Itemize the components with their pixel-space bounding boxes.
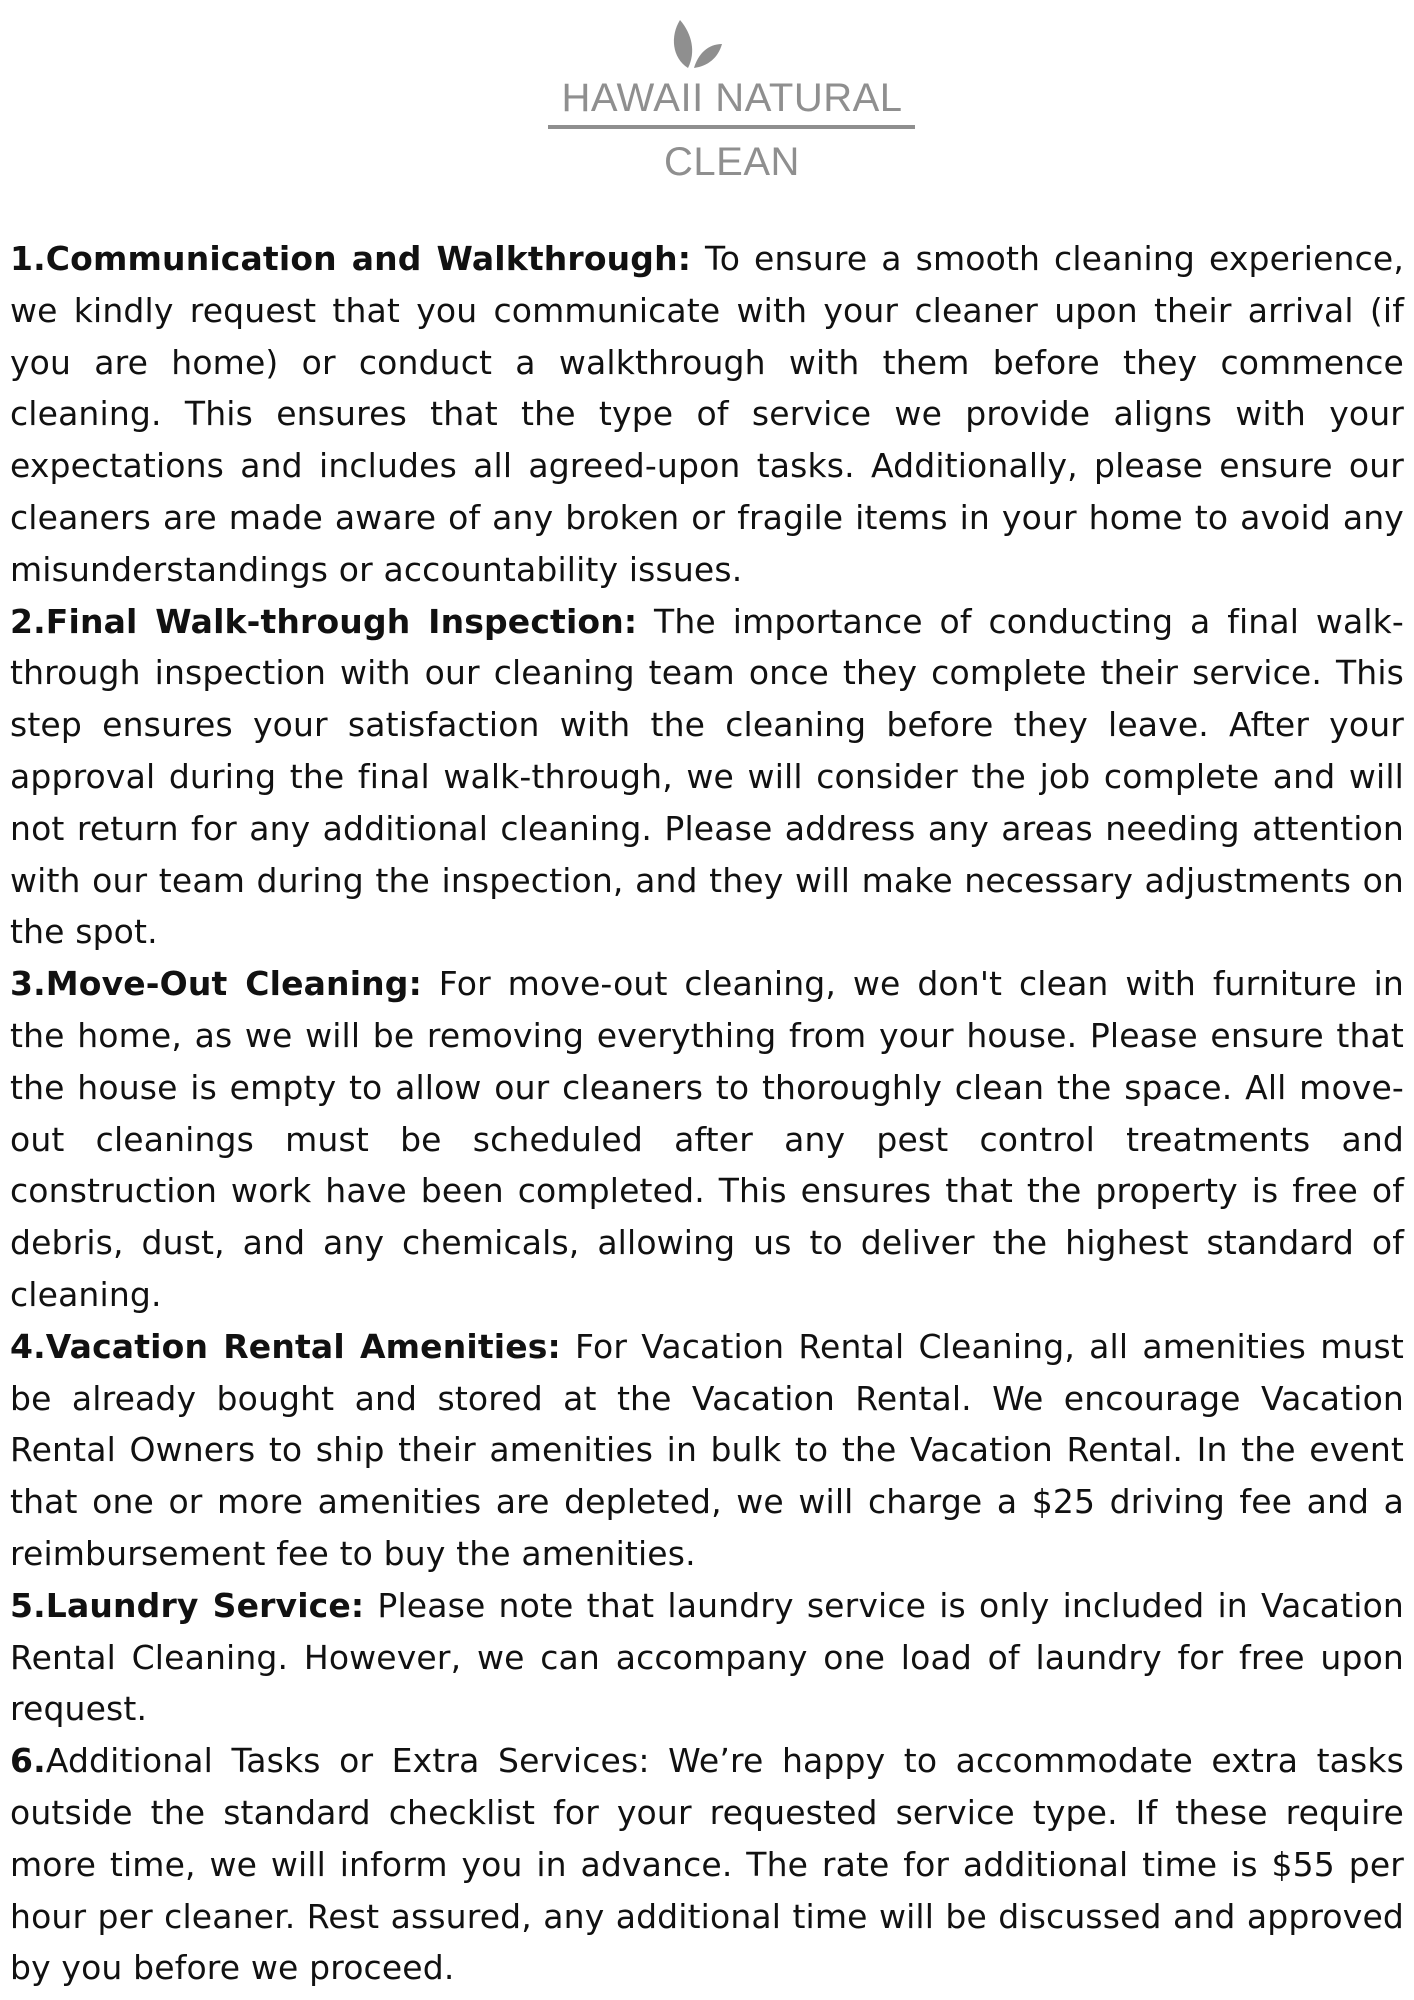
policy-item-body: For move-out cleaning, we don't clean with furniture in the home, as we will be removing everything from your house. Please ensure that the house is empty to allow our cleaners to thoroughly clean the space. All move-out cleanings must be scheduled after any pest control treatments and construction work have been completed. This ensures that the property is free of debris, dust, and any chemicals, allowing us to deliver the highest standard of cleaning. [10,964,1405,1314]
policy-item-vacation-amenities [10,1321,1404,1580]
policy-item-heading: 6. [10,1741,46,1781]
policy-item-laundry [10,1580,1404,1735]
policy-item-body: The importance of conducting a final walk-through inspection with our cleaning team once they complete their service. This step ensures your satisfaction with the cleaning before they leave. After your approval during the final walk-through, we will consider the job complete and will not return for any additional cleaning. Please address any areas needing attention with our team during the inspection, and they will make necessary adjustments on the spot. [10,601,1404,952]
logo-wordmark-top: HAWAII NATURAL [561,76,903,120]
policy-item-body: To ensure a smooth cleaning experience, we kindly request that you communicate with your cleaner upon their arrival (if you are home) or conduct a walkthrough with them before they commence cleaning. This ensures that the type of service we provide aligns with your expectations and includes all agreed-upon tasks. Additionally, please ensure our cleaners are made aware of any broken or fragile items in your home to avoid any misunderstandings or accountability issues. [10,239,1405,589]
policy-item-body: For Vacation Rental Cleaning, all amenities must be already bought and stored at the Vacation Rental. We encourage Vacation Rental Owners to ship their amenities in bulk to the Vacation Rental. In the event that one or more amenities are depleted, we will charge a $25 driving fee and a reimbursement fee to buy the amenities. [10,1326,1404,1573]
policy-item-move-out [10,958,1404,1321]
policy-item-body: Additional Tasks or Extra Services: We’re happy to accommodate extra tasks outside the standard checklist for your requested service type. If these require more time, we will inform you in advance. The rate for additional time is $55 per hour per cleaner. Rest assured, any additional time will be discussed and approved by you before we proceed. [10,1741,1404,1988]
policy-item-extra-services [10,1735,1404,1994]
policy-item-communication [10,233,1404,596]
policy-item-final-inspection [10,596,1404,959]
policy-item-heading: 3.Move-Out Cleaning: [10,964,422,1004]
leaf-icon [668,18,724,70]
policy-item-heading: 4.Vacation Rental Amenities: [10,1326,561,1366]
policy-item-body: Please note that laundry service is only included in Vacation Rental Cleaning. However, we can accompany one load of laundry for free upon request. [10,1585,1404,1729]
policy-item-heading: 2.Final Walk-through Inspection: [10,601,638,641]
logo-wordmark-bottom: CLEAN [664,140,800,184]
policy-list [10,233,1404,1994]
company-logo [0,18,1414,193]
policy-item-heading: 1.Communication and Walkthrough: [10,239,692,278]
logo-divider [548,125,915,129]
policy-item-heading: 5.Laundry Service: [10,1585,365,1625]
